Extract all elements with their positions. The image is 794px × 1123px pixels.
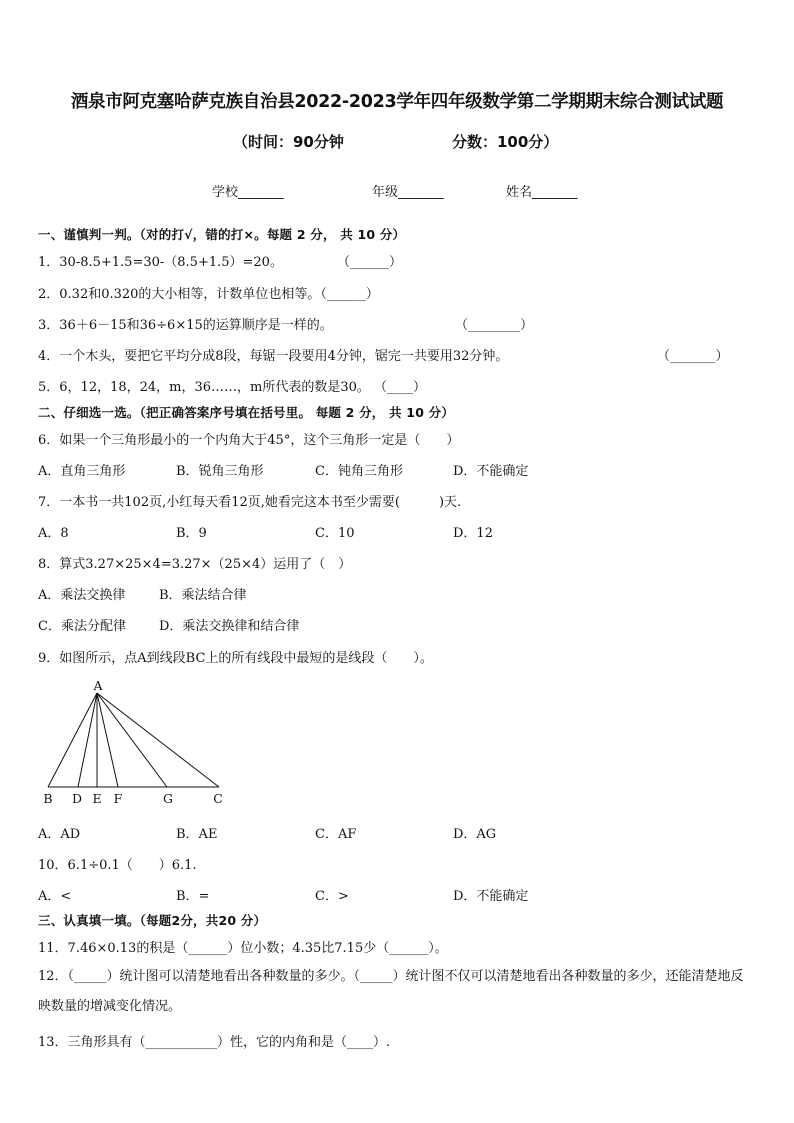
label-f: F <box>113 791 123 806</box>
question-13: 13．三角形具有（___________）性，它的内角和是（____）. <box>38 1035 391 1050</box>
question-10-option-a[interactable]: A．< <box>38 889 72 904</box>
question-9: 9．如图所示，点A到线段BC上的所有线段中最短的是线段（ ）。 <box>38 651 433 666</box>
question-11: 11．7.46×0.13的积是（______）位小数；4.35比7.15少（______）。 <box>38 941 448 956</box>
triangle-figure <box>36 676 236 810</box>
question-12: 12．（_____）统计图可以清楚地看出各种数量的多少。（_____）统计图不仅可以清楚地看出各种数量的多少，还能清楚地反映数量的增减变化情况。 <box>38 969 744 1014</box>
question-9-option-b[interactable]: B．AE <box>176 827 218 842</box>
question-10-option-b[interactable]: B．= <box>176 889 210 904</box>
page-title: 酒泉市阿克塞哈萨克族自治县2022-2023学年四年级数学第二学期期末综合测试试题 <box>70 92 724 112</box>
grade-field[interactable]: 年级_______ <box>372 185 444 200</box>
question-6: 6．如果一个三角形最小的一个内角大于45°，这个三角形一定是（ ） <box>38 433 460 448</box>
label-a: A <box>93 678 103 693</box>
question-7-option-b[interactable]: B．9 <box>176 526 207 541</box>
question-1-blank[interactable]: （______） <box>337 255 403 270</box>
school-field[interactable]: 学校_______ <box>212 185 284 200</box>
question-6-option-a[interactable]: A．直角三角形 <box>38 464 126 479</box>
label-d: D <box>71 791 83 806</box>
exam-time: （时间：90分钟 <box>233 133 344 151</box>
question-7-option-d[interactable]: D．12 <box>453 526 493 541</box>
label-c: C <box>213 791 223 806</box>
question-8-option-c[interactable]: C．乘法分配律 <box>38 619 126 634</box>
label-b: B <box>43 791 53 806</box>
exam-score: 分数：100分） <box>452 133 559 151</box>
question-8-option-d[interactable]: D．乘法交换律和结合律 <box>159 619 300 634</box>
question-1: 1．30-8.5+1.5=30-（8.5+1.5）=20。 <box>38 255 283 270</box>
section-3-heading: 三、认真填一填。（每题2分，共20 分） <box>38 913 267 928</box>
segment-ad <box>78 693 97 787</box>
question-10-option-d[interactable]: D．不能确定 <box>453 889 529 904</box>
label-e: E <box>92 791 102 806</box>
question-8: 8．算式3.27×25×4=3.27×（25×4）运用了（ ） <box>38 557 352 572</box>
question-7-option-a[interactable]: A．8 <box>38 526 69 541</box>
question-6-option-c[interactable]: C．钝角三角形 <box>315 464 403 479</box>
question-5: 5．6，12，18，24，m，36……，m所代表的数是30。 （____） <box>38 380 427 395</box>
label-g: G <box>163 791 173 806</box>
question-9-option-a[interactable]: A．AD <box>38 827 81 842</box>
segment-ab <box>48 693 97 787</box>
question-8-option-b[interactable]: B．乘法结合律 <box>159 588 247 603</box>
question-10-option-c[interactable]: C．> <box>315 889 349 904</box>
question-10: 10．6.1÷0.1（ ）6.1. <box>38 858 197 873</box>
question-7-option-c[interactable]: C．10 <box>315 526 355 541</box>
question-8-option-a[interactable]: A．乘法交换律 <box>38 588 126 603</box>
question-3: 3．36＋6－15和36÷6×15的运算顺序是一样的。 <box>38 318 333 333</box>
question-4-blank[interactable]: （_______） <box>657 349 729 364</box>
question-6-option-d[interactable]: D．不能确定 <box>453 464 529 479</box>
question-2: 2．0.32和0.320的大小相等，计数单位也相等。（______） <box>38 287 379 302</box>
question-4: 4．一个木头，要把它平均分成8段，每锯一段要用4分钟，锯完一共要用32分钟。 <box>38 349 509 364</box>
question-7: 7．一本书一共102页,小红每天看12页,她看完这本书至少需要( )天. <box>38 495 462 510</box>
name-field[interactable]: 姓名_______ <box>506 185 578 200</box>
question-9-option-d[interactable]: D．AG <box>453 827 497 842</box>
question-9-option-c[interactable]: C．AF <box>315 827 357 842</box>
section-2-heading: 二、仔细选一选。（把正确答案序号填在括号里。 每题 2 分， 共 10 分） <box>38 405 455 420</box>
question-6-option-b[interactable]: B．锐角三角形 <box>176 464 264 479</box>
question-3-blank[interactable]: （________） <box>455 318 534 333</box>
section-1-heading: 一、谨慎判一判。（对的打√，错的打×。每题 2 分， 共 10 分） <box>38 227 406 242</box>
